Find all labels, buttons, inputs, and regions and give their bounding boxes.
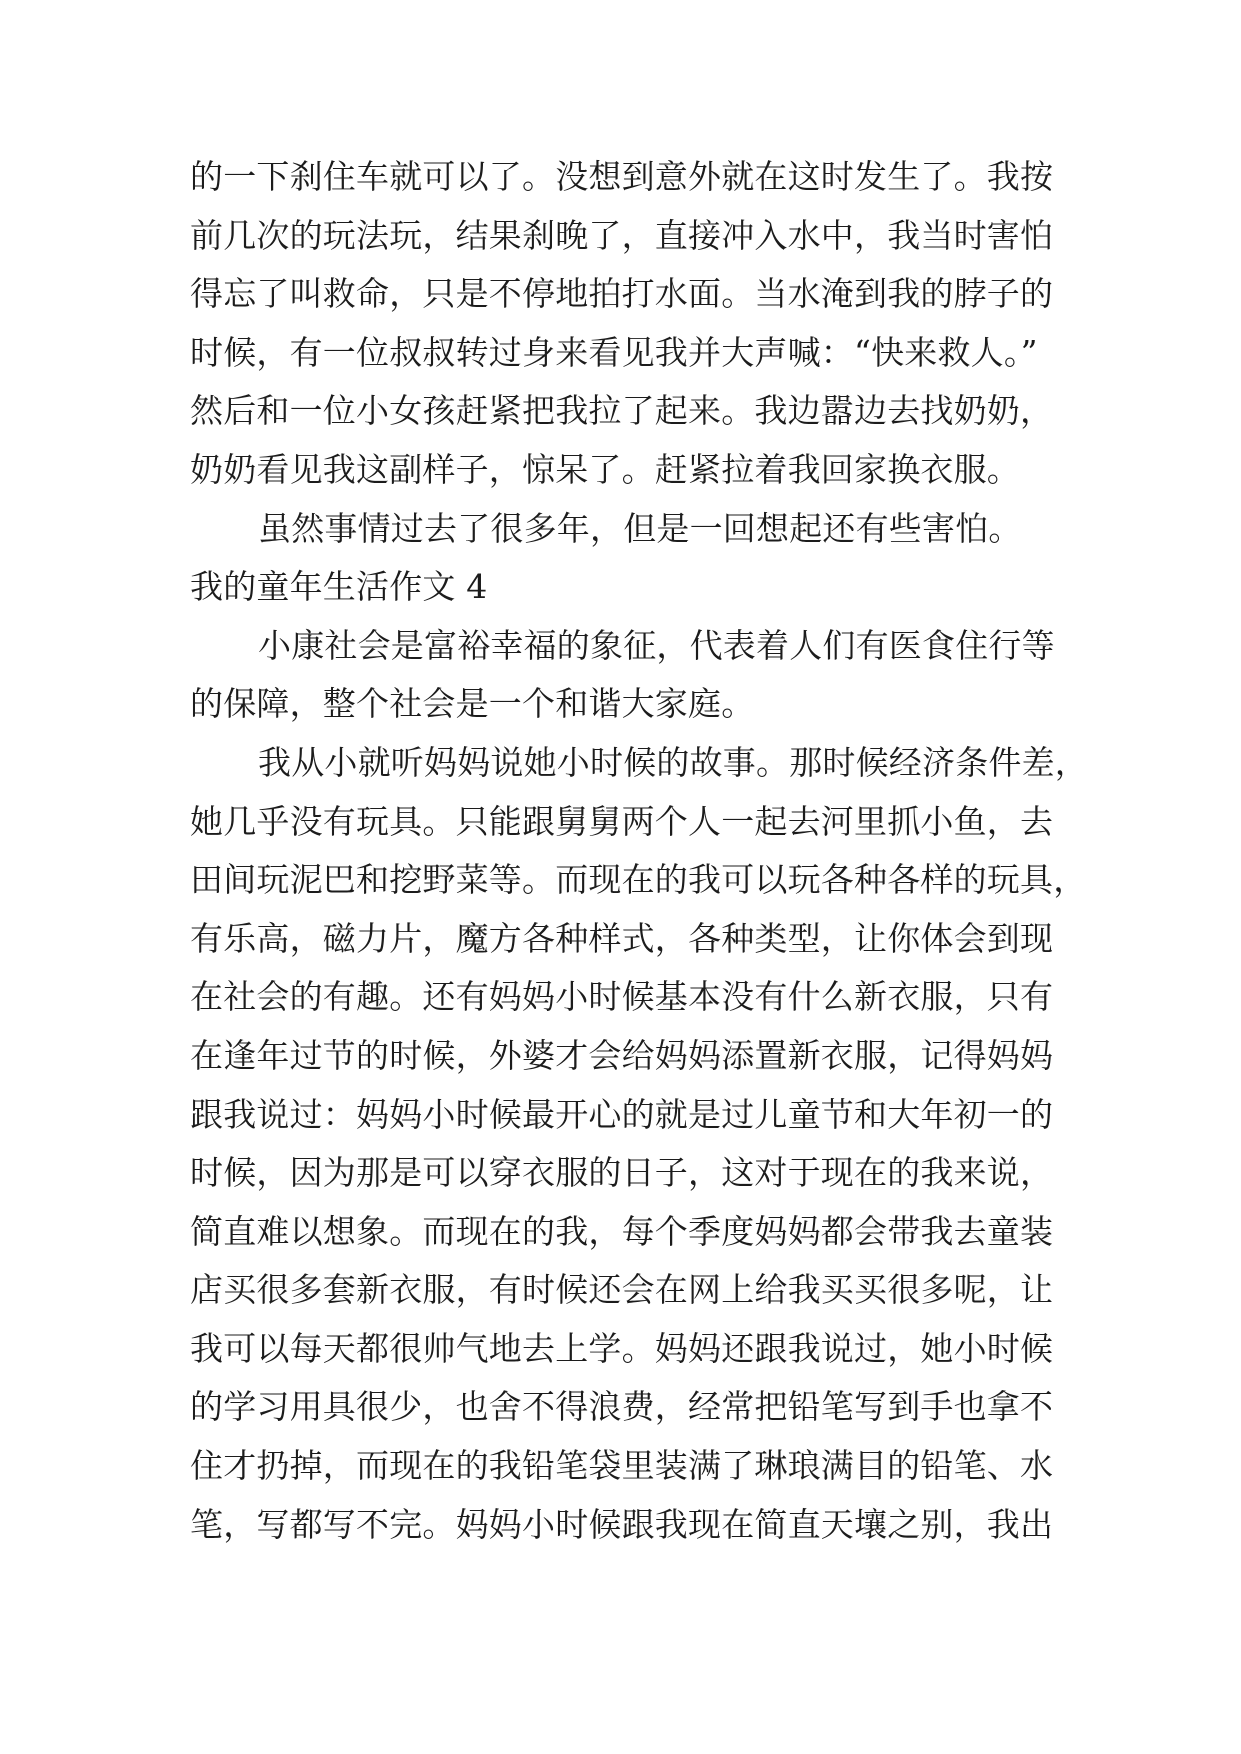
text-line: 的一下刹住车就可以了。没想到意外就在这时发生了。我按 bbox=[190, 157, 1054, 196]
paragraph-closing bbox=[190, 500, 1070, 559]
text-line: 得忘了叫救命，只是不停地拍打水面。当水淹到我的脖子的 bbox=[190, 274, 1054, 314]
paragraph-story-end bbox=[190, 148, 1070, 500]
text-line: 虽然事情过去了很多年，但是一回想起还有些害怕。 bbox=[258, 508, 1022, 548]
text-line: 小康社会是富裕幸福的象征，代表着人们有医食住行等 bbox=[258, 625, 1055, 665]
section-heading: 我的童年生活作文 4 bbox=[190, 567, 488, 607]
text-line: 住才扔掉，而现在的我铅笔袋里装满了琳琅满目的铅笔、水 bbox=[190, 1446, 1054, 1486]
text-line: 有乐高，磁力片，魔方各种样式，各种类型，让你体会到现 bbox=[190, 918, 1054, 958]
text-line: 在社会的有趣。还有妈妈小时候基本没有什么新衣服，只有 bbox=[190, 977, 1054, 1017]
text-line: 在逢年过节的时候，外婆才会给妈妈添置新衣服，记得妈妈 bbox=[190, 1035, 1054, 1075]
text-line: 我可以每天都很帅气地去上学。妈妈还跟我说过，她小时候 bbox=[190, 1328, 1054, 1368]
paragraph-intro bbox=[190, 617, 1070, 734]
text-line: 前几次的玩法玩，结果刹晚了，直接冲入水中，我当时害怕 bbox=[190, 215, 1054, 255]
document-body bbox=[190, 148, 1088, 1554]
text-line: 田间玩泥巴和挖野菜等。而现在的我可以玩各种各样的玩具， bbox=[190, 860, 1087, 900]
text-line: 然后和一位小女孩赶紧把我拉了起来。我边嚣边去找奶奶， bbox=[190, 391, 1054, 431]
text-line: 店买很多套新衣服，有时候还会在网上给我买买很多呢，让 bbox=[190, 1270, 1054, 1310]
essay-title bbox=[190, 558, 1070, 617]
text-line: 她几乎没有玩具。只能跟舅舅两个人一起去河里抓小鱼，去 bbox=[190, 801, 1054, 841]
text-line: 简直难以想象。而现在的我，每个季度妈妈都会带我去童装 bbox=[190, 1211, 1054, 1251]
text-line: 时候，有一位叔叔转过身来看见我并大声喊：“快来救人。” bbox=[190, 332, 1038, 372]
text-line: 跟我说过：妈妈小时候最开心的就是过儿童节和大年初一的 bbox=[190, 1094, 1054, 1134]
text-line: 时候，因为那是可以穿衣服的日子，这对于现在的我来说， bbox=[190, 1153, 1054, 1193]
text-line: 奶奶看见我这副样子，惊呆了。赶紧拉着我回家换衣服。 bbox=[190, 449, 1020, 489]
text-line: 的学习用具很少，也舍不得浪费，经常把铅笔写到手也拿不 bbox=[190, 1387, 1054, 1427]
paragraph-main bbox=[190, 734, 1088, 1554]
text-line: 笔，写都写不完。妈妈小时候跟我现在简直天壤之别，我出 bbox=[190, 1504, 1054, 1544]
text-line: 我从小就听妈妈说她小时候的故事。那时候经济条件差， bbox=[258, 742, 1088, 782]
text-line: 的保障，整个社会是一个和谐大家庭。 bbox=[190, 684, 755, 724]
